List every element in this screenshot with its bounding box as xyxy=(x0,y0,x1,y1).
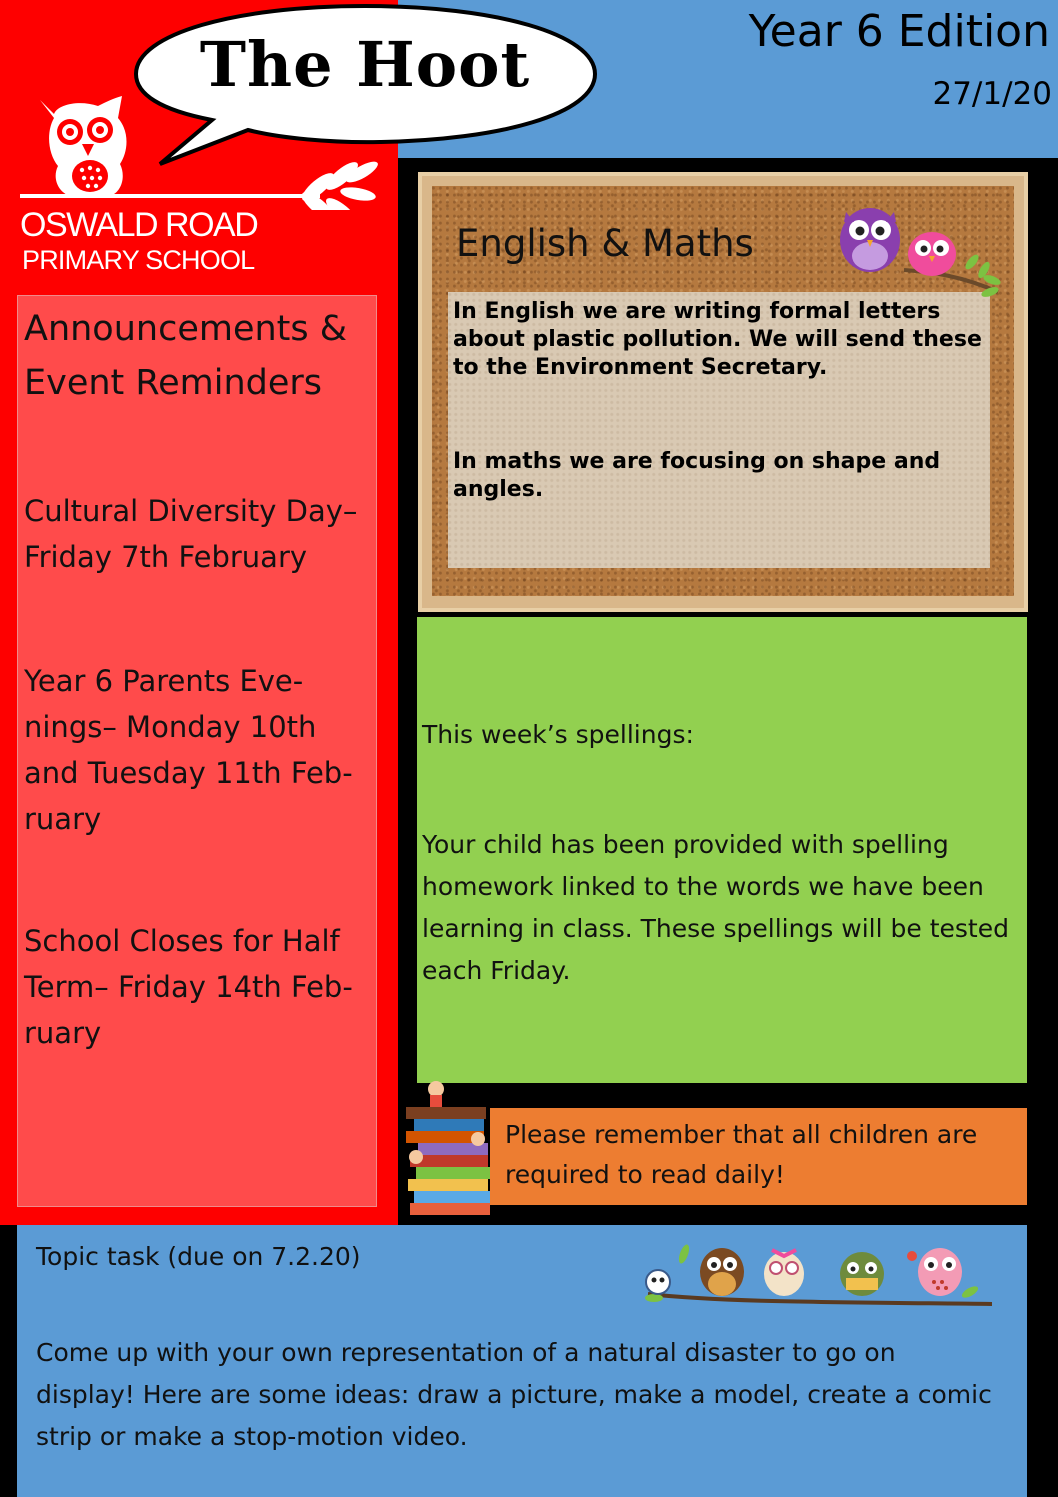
announcement-item: Year 6 Parents Eve-nings– Monday 10th and Tuesday 11th Feb-ruary xyxy=(24,664,353,836)
school-name-line1: OSWALD ROAD xyxy=(20,206,258,244)
reading-reminder-text: Please remember that all children are required to read daily! xyxy=(505,1120,978,1189)
announcements-heading: Announcements & Event Reminders xyxy=(24,309,348,403)
spellings-text: Your child has been provided with spelling homework linked to the words we have been learning in class. These spellings will be tested each Friday. xyxy=(422,830,1009,985)
english-text: In English we are writing formal letters about plastic pollution. We will send these to the Environment Secretary. xyxy=(453,299,982,380)
owls-on-branch-icon xyxy=(832,200,1002,300)
newsletter-title: The Hoot xyxy=(199,28,531,101)
spellings-heading: This week’s spellings: xyxy=(422,720,694,749)
english-maths-heading: English & Maths xyxy=(456,222,754,265)
announcement-item: School Closes for Half Term– Friday 14th Feb-ruary xyxy=(24,924,353,1050)
announcement-item: Cultural Diversity Day– Friday 7th February xyxy=(24,494,358,574)
edition-label: Year 6 Edition xyxy=(748,6,1050,57)
maths-text: In maths we are focusing on shape and angles. xyxy=(453,449,941,502)
school-owl-logo-icon xyxy=(18,92,378,210)
topic-task-heading: Topic task (due on 7.2.20) xyxy=(36,1242,361,1271)
school-name-line2: PRIMARY SCHOOL xyxy=(22,245,255,275)
topic-task-text: Come up with your own representation of a natural disaster to go on display! Here are some ideas: draw a picture, make a model, create a comic strip or make a stop-motion video. xyxy=(36,1338,992,1451)
owls-row-on-branch-icon xyxy=(640,1236,1000,1318)
book-stack-icon xyxy=(400,1075,500,1220)
issue-date: 27/1/20 xyxy=(932,76,1052,112)
